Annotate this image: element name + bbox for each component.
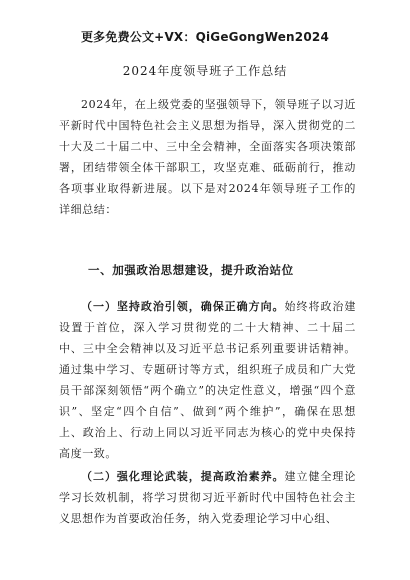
item2-block (59, 466, 356, 529)
section-heading: 一、加强政治思想建设，提升政治站位 (88, 263, 294, 277)
item1-paragraph (59, 296, 356, 464)
intro-block (59, 94, 356, 220)
item1-text: 始终将政治建设置于首位，深入学习贯彻党的二十大精神、二十届二中、三中全会精神以及习近平总书记系列重要讲话精神。通过集中学习、专题研讨等方式，组织班子成员和广大党员干部深刻领悟“两个确立”的决定性意义，增强“四个意识”、坚定“四个自信”、做到“两个维护”，确保在思想上、政治上、行动上同以习近平同志为核心的党中央保持高度一致。 (59, 300, 356, 460)
item1-lead: （一）坚持政治引领，确保正确方向。 (81, 300, 285, 313)
document-title: 2024年度领导班子工作总结 (122, 64, 288, 78)
watermark-header: 更多免费公文+VX：QiGeGongWen2024 (80, 30, 329, 44)
item1-block (59, 296, 356, 464)
item2-lead: （二）强化理论武装，提高政治素养。 (81, 470, 285, 483)
item2-paragraph (59, 466, 356, 529)
item2-text: 建立健全理论学习长效机制，将学习贯彻习近平新时代中国特色社会主义思想作为首要政治任务，纳入党委理论学习中心组、 (59, 470, 356, 525)
intro-paragraph: 2024年，在上级党委的坚强领导下，领导班子以习近平新时代中国特色社会主义思想为指导，深入贯彻党的二十大及二十届二中、三中全会精神，全面落实各项决策部署，团结带领全体干部职工，攻坚克难、砥砺前行，推动各项事业取得新进展。以下是对2024年领导班子工作的详细总结： (59, 98, 356, 216)
